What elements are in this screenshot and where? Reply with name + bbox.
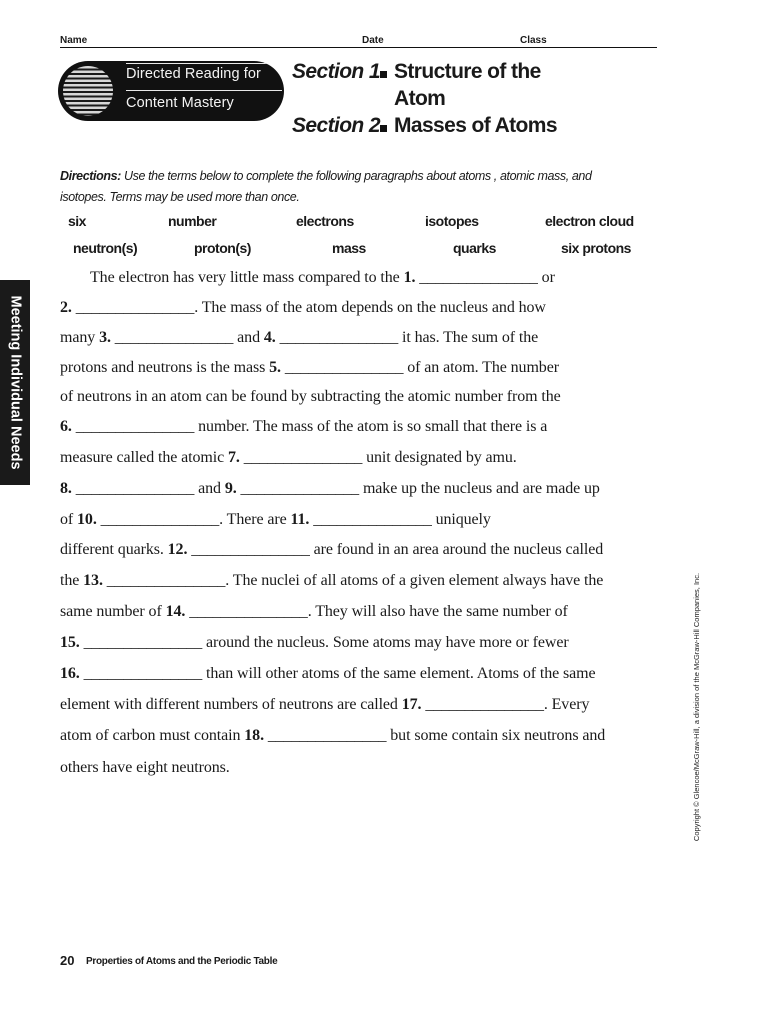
paragraph-line: same number of 14. _______________. They will also have the same number of	[60, 603, 568, 620]
side-tab	[0, 280, 30, 485]
class-label: Class	[520, 35, 547, 46]
paragraph-line: of neutrons in an atom can be found by subtracting the atomic number from the	[60, 388, 561, 405]
section-2-label: Section 2	[292, 114, 380, 137]
badge-divider-top	[126, 63, 282, 64]
blank-number: 1.	[403, 269, 416, 286]
term: electron cloud	[545, 213, 634, 229]
section-1-label: Section 1	[292, 60, 380, 83]
paragraph-line: the 13. _______________. The nuclei of all atoms of a given element always have the	[60, 572, 604, 589]
badge-line-1: Directed Reading for	[126, 66, 261, 82]
directions-text: Use the terms below to complete the following paragraphs about atoms , atomic mass, and	[123, 169, 592, 183]
page-number: 20	[60, 953, 75, 968]
paragraph-line: atom of carbon must contain 18. _______________ but some contain six neutrons and	[60, 727, 606, 744]
header-rule	[60, 47, 657, 48]
globe-icon	[63, 66, 113, 116]
blank-number: 8.	[60, 480, 72, 497]
blank-number: 13.	[83, 572, 103, 589]
copyright-notice: Copyright © Glencoe/McGraw-Hill, a division of the McGraw-Hill Companies, Inc.	[692, 572, 701, 842]
paragraph-line: 15. _______________ around the nucleus. Some atoms may have more or fewer	[60, 634, 569, 651]
bullet-square-icon	[380, 125, 387, 132]
term: quarks	[453, 240, 496, 256]
badge-divider-middle	[126, 90, 282, 91]
directions-label: Directions:	[60, 169, 121, 183]
blank-number: 4.	[263, 329, 276, 346]
term: isotopes	[425, 213, 479, 229]
term: mass	[332, 240, 366, 256]
name-label: Name	[60, 35, 88, 46]
paragraph-line: many 3. _______________ and 4. _______________ it has. The sum of the	[60, 329, 539, 346]
term: neutron(s)	[73, 240, 138, 256]
blank-number: 6.	[60, 418, 72, 435]
paragraph-line: others have eight neutrons.	[60, 759, 230, 776]
blank-number: 2.	[60, 299, 72, 316]
blank-number: 11.	[290, 511, 310, 528]
paragraph-line: 16. _______________ than will other atoms of the same element. Atoms of the same	[60, 665, 596, 682]
section-1-title: Structure of the	[394, 60, 541, 83]
paragraph-line: 6. _______________ number. The mass of the atom is so small that there is a	[60, 418, 548, 435]
blank-number: 17.	[401, 696, 422, 713]
term: proton(s)	[194, 240, 251, 256]
blank-number: 10.	[77, 511, 97, 528]
term: six	[68, 213, 86, 229]
blank-number: 14.	[165, 603, 186, 620]
side-tab-label: Meeting Individual Needs	[7, 295, 24, 470]
blank-number: 7.	[228, 449, 240, 466]
term: electrons	[296, 213, 354, 229]
paragraph-line: measure called the atomic 7. _______________ unit designated by amu.	[60, 449, 517, 466]
section-1-title-cont: Atom	[394, 87, 446, 110]
bullet-square-icon	[380, 71, 387, 78]
paragraph-line: 8. _______________ and 9. _______________ make up the nucleus and are made up	[60, 480, 600, 497]
section-2-title: Masses of Atoms	[394, 114, 557, 137]
paragraph-line: different quarks. 12. _______________ are found in an area around the nucleus called	[60, 541, 604, 558]
term: number	[168, 213, 217, 229]
directed-reading-badge	[58, 61, 284, 121]
blank-number: 15.	[60, 634, 80, 651]
blank-number: 3.	[99, 329, 111, 346]
paragraph-line: protons and neutrons is the mass 5. _______________ of an atom. The number	[60, 359, 559, 376]
blank-number: 5.	[269, 359, 281, 376]
blank-number: 12.	[167, 541, 188, 558]
term: six protons	[561, 240, 631, 256]
paragraph-line: The electron has very little mass compared to the 1. _______________ or	[90, 269, 555, 286]
paragraph-line: of 10. _______________. There are 11. _______________ uniquely	[60, 511, 491, 528]
date-label: Date	[362, 35, 384, 46]
footer-title: Properties of Atoms and the Periodic Table	[86, 956, 278, 967]
badge-line-2: Content Mastery	[126, 95, 234, 111]
blank-number: 18.	[244, 727, 264, 744]
directions-text-cont: isotopes. Terms may be used more than once.	[60, 190, 300, 204]
blank-number: 9.	[224, 480, 237, 497]
directions	[60, 166, 640, 208]
paragraph-line: 2. _______________. The mass of the atom depends on the nucleus and how	[60, 299, 546, 316]
blank-number: 16.	[60, 665, 80, 682]
paragraph-line: element with different numbers of neutrons are called 17. _______________. Every	[60, 696, 590, 713]
